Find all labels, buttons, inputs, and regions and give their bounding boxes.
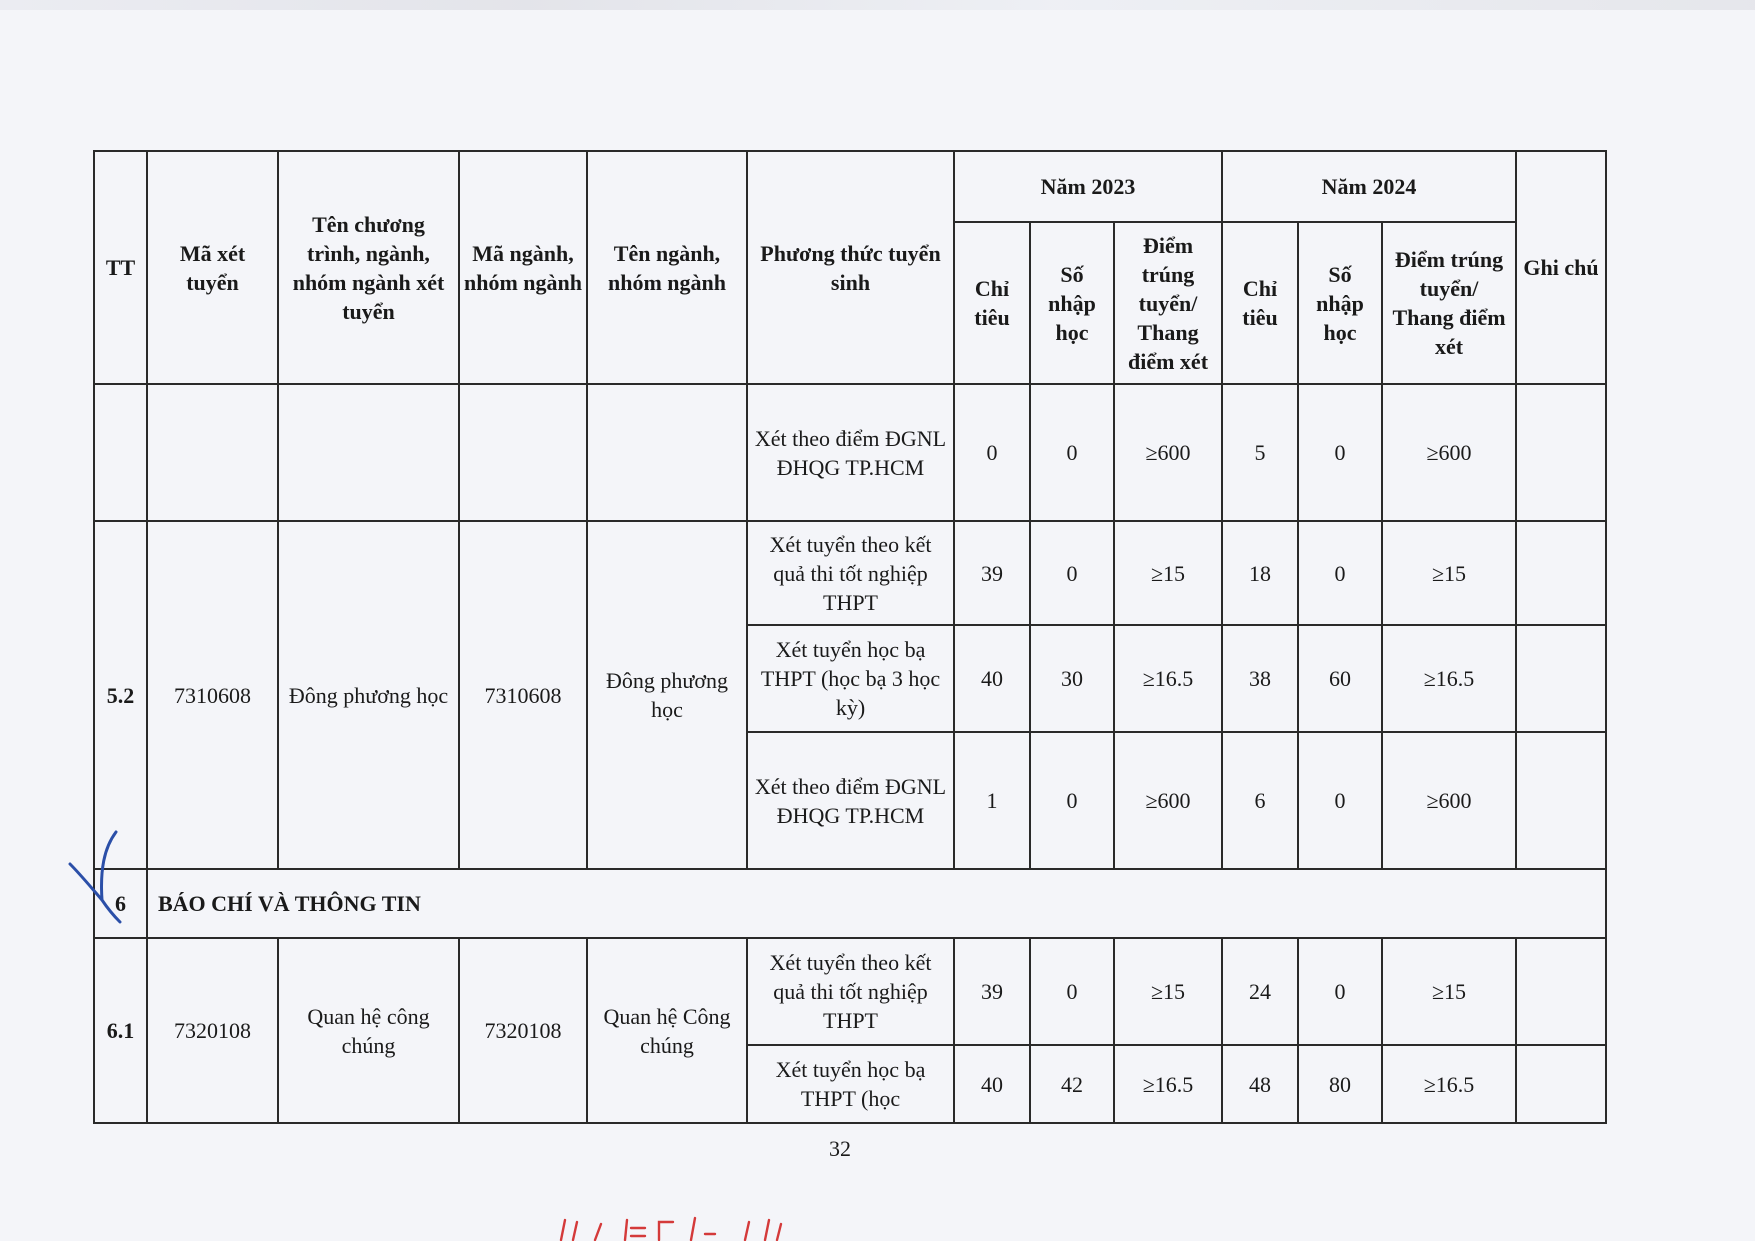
cell-2023-diem: ≥15 — [1114, 938, 1222, 1045]
cell-ghi-chu — [1516, 938, 1606, 1045]
header-ten-nganh: Tên ngành, nhóm ngành — [587, 151, 747, 384]
cell-method: Xét tuyển theo kết quả thi tốt nghiệp THPT — [747, 938, 954, 1045]
scan-edge-strip — [0, 0, 1755, 10]
cell-method: Xét tuyển theo kết quả thi tốt nghiệp THPT — [747, 521, 954, 625]
page-number: 32 — [829, 1136, 851, 1161]
cell-2024-diem: ≥16.5 — [1382, 1045, 1516, 1123]
cell-2024-chi-tieu: 18 — [1222, 521, 1298, 625]
header-phuong-thuc: Phương thức tuyển sinh — [747, 151, 954, 384]
cell-ten-chuong-trinh: Quan hệ công chúng — [278, 938, 459, 1123]
cell-ma-nganh: 7320108 — [459, 938, 587, 1123]
cell-ten-nganh: Đông phương học — [587, 521, 747, 869]
cell-2023-chi-tieu: 39 — [954, 938, 1030, 1045]
table-row — [94, 384, 1606, 521]
cell-2024-so-nhap-hoc: 60 — [1298, 625, 1382, 732]
cell-method: Xét theo điểm ĐGNL ĐHQG TP.HCM — [747, 732, 954, 869]
cell-2023-chi-tieu: 1 — [954, 732, 1030, 869]
cell-ma-xet-tuyen: 7320108 — [147, 938, 278, 1123]
cell-ghi-chu — [1516, 732, 1606, 869]
cell-ma-nganh — [459, 384, 587, 521]
header-2023-diem: Điểm trúng tuyển/ Thang điểm xét — [1114, 222, 1222, 384]
cell-2023-chi-tieu: 40 — [954, 625, 1030, 732]
cell-2023-so-nhap-hoc: 0 — [1030, 384, 1114, 521]
cell-tt: 5.2 — [94, 521, 147, 869]
cell-2023-so-nhap-hoc: 0 — [1030, 521, 1114, 625]
cell-tt: 6.1 — [94, 938, 147, 1123]
cell-2023-diem: ≥16.5 — [1114, 1045, 1222, 1123]
cell-2024-diem: ≥600 — [1382, 384, 1516, 521]
cell-2023-so-nhap-hoc: 30 — [1030, 625, 1114, 732]
header-2024-diem: Điểm trúng tuyển/ Thang điểm xét — [1382, 222, 1516, 384]
cell-2023-so-nhap-hoc: 42 — [1030, 1045, 1114, 1123]
header-tt: TT — [94, 151, 147, 384]
cell-2024-so-nhap-hoc: 0 — [1298, 384, 1382, 521]
header-2023-so-nhap-hoc: Số nhập học — [1030, 222, 1114, 384]
table-row — [94, 938, 1606, 1045]
cell-2024-diem: ≥16.5 — [1382, 625, 1516, 732]
table-row — [94, 521, 1606, 625]
cell-method: Xét tuyển học bạ THPT (học — [747, 1045, 954, 1123]
signature-mark — [64, 830, 134, 925]
cell-2024-chi-tieu: 38 — [1222, 625, 1298, 732]
header-ten-chuong-trinh: Tên chương trình, ngành, nhóm ngành xét tuyển — [278, 151, 459, 384]
cell-ma-xet-tuyen — [147, 384, 278, 521]
cell-2023-diem: ≥15 — [1114, 521, 1222, 625]
header-nam-2023: Năm 2023 — [954, 151, 1222, 222]
cell-2024-chi-tieu: 24 — [1222, 938, 1298, 1045]
cell-ghi-chu — [1516, 384, 1606, 521]
admissions-table — [93, 150, 1607, 1124]
cell-ghi-chu — [1516, 521, 1606, 625]
cell-method: Xét theo điểm ĐGNL ĐHQG TP.HCM — [747, 384, 954, 521]
section-row — [94, 869, 1606, 938]
cell-method: Xét tuyển học bạ THPT (học bạ 3 học kỳ) — [747, 625, 954, 732]
cell-2024-chi-tieu: 48 — [1222, 1045, 1298, 1123]
cell-2024-so-nhap-hoc: 0 — [1298, 521, 1382, 625]
cell-2024-so-nhap-hoc: 80 — [1298, 1045, 1382, 1123]
cell-2023-chi-tieu: 40 — [954, 1045, 1030, 1123]
cell-ten-nganh: Quan hệ Công chúng — [587, 938, 747, 1123]
cell-ten-chuong-trinh: Đông phương học — [278, 521, 459, 869]
cell-2023-so-nhap-hoc: 0 — [1030, 732, 1114, 869]
header-ghi-chu: Ghi chú — [1516, 151, 1606, 384]
header-nam-2024: Năm 2024 — [1222, 151, 1516, 222]
cell-ten-chuong-trinh — [278, 384, 459, 521]
header-2024-chi-tieu: Chỉ tiêu — [1222, 222, 1298, 384]
cell-section-tt: 6 — [94, 869, 147, 938]
cell-section-title: BÁO CHÍ VÀ THÔNG TIN — [147, 869, 1606, 938]
cell-2023-diem: ≥600 — [1114, 732, 1222, 869]
header-2024-so-nhap-hoc: Số nhập học — [1298, 222, 1382, 384]
cell-2024-diem: ≥600 — [1382, 732, 1516, 869]
cell-2024-diem: ≥15 — [1382, 521, 1516, 625]
cell-2024-diem: ≥15 — [1382, 938, 1516, 1045]
header-ma-nganh: Mã ngành, nhóm ngành — [459, 151, 587, 384]
cell-ten-nganh — [587, 384, 747, 521]
cell-2023-chi-tieu: 39 — [954, 521, 1030, 625]
header-ma-xet-tuyen: Mã xét tuyển — [147, 151, 278, 384]
cell-2024-so-nhap-hoc: 0 — [1298, 938, 1382, 1045]
header-row-1 — [94, 151, 1606, 222]
cell-ghi-chu — [1516, 1045, 1606, 1123]
cell-ma-nganh: 7310608 — [459, 521, 587, 869]
cell-2023-diem: ≥16.5 — [1114, 625, 1222, 732]
cell-2023-diem: ≥600 — [1114, 384, 1222, 521]
cell-tt — [94, 384, 147, 521]
cell-2024-so-nhap-hoc: 0 — [1298, 732, 1382, 869]
stamp-fragment — [555, 1214, 785, 1241]
cell-2023-chi-tieu: 0 — [954, 384, 1030, 521]
cell-ghi-chu — [1516, 625, 1606, 732]
cell-2024-chi-tieu: 6 — [1222, 732, 1298, 869]
header-2023-chi-tieu: Chỉ tiêu — [954, 222, 1030, 384]
cell-2023-so-nhap-hoc: 0 — [1030, 938, 1114, 1045]
cell-ma-xet-tuyen: 7310608 — [147, 521, 278, 869]
cell-2024-chi-tieu: 5 — [1222, 384, 1298, 521]
